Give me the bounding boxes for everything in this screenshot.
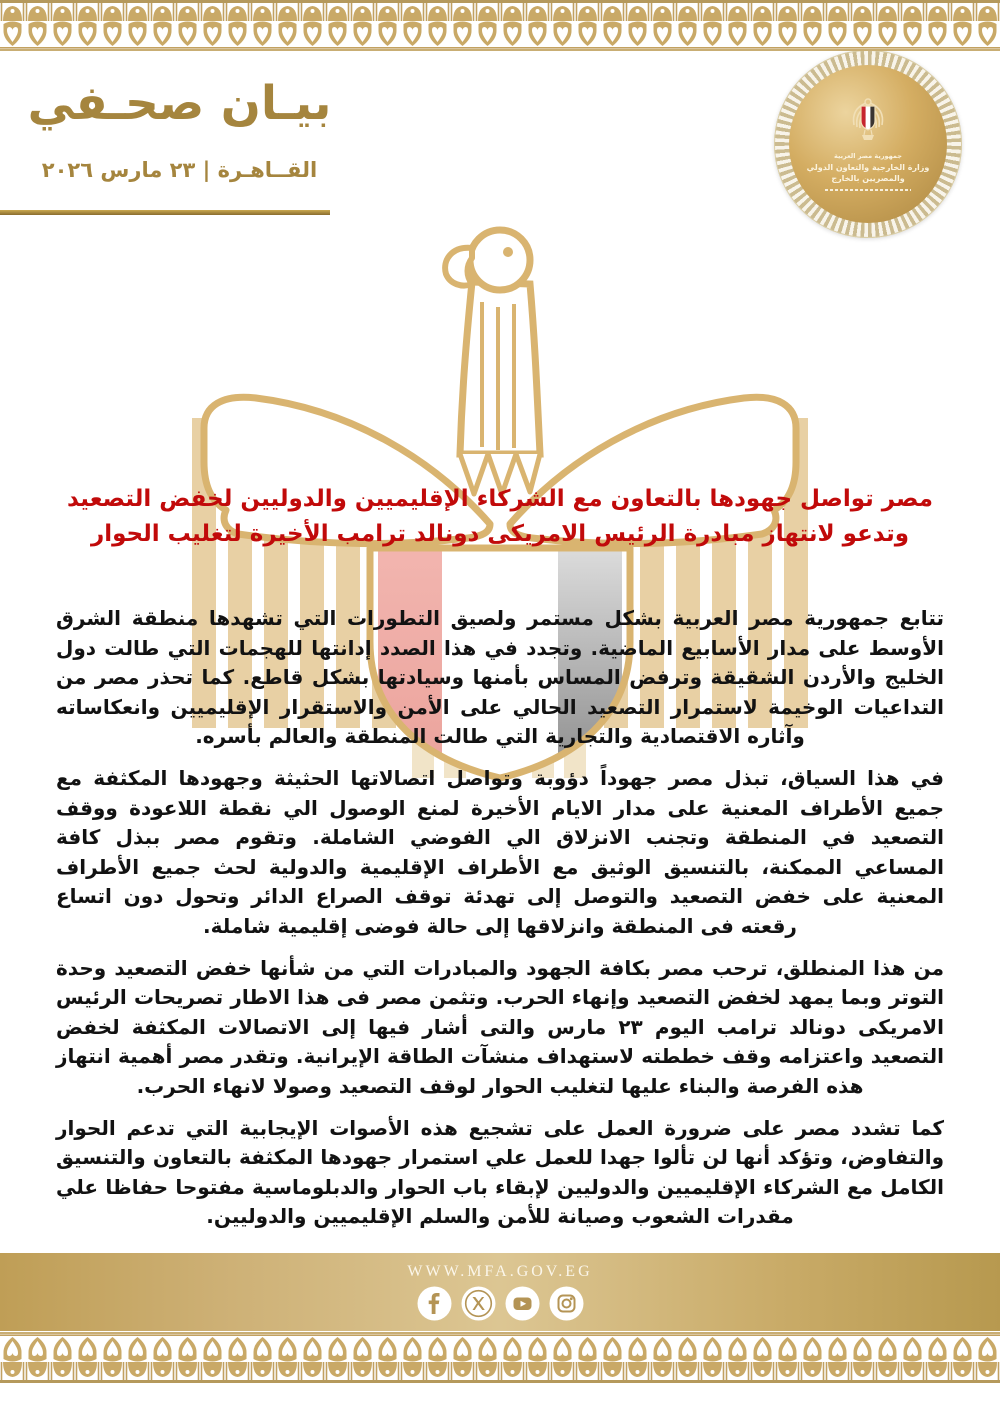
lotus-frieze-motif — [725, 3, 750, 49]
lotus-frieze-motif — [300, 1334, 325, 1380]
lotus-frieze-motif — [0, 3, 25, 49]
lotus-frieze-motif — [750, 3, 775, 49]
body-text — [56, 604, 944, 1244]
lotus-frieze-motif — [325, 1334, 350, 1380]
ornamental-border-top — [0, 0, 1000, 51]
lotus-frieze-motif — [350, 3, 375, 49]
lotus-frieze-motif — [100, 3, 125, 49]
lotus-frieze-motif — [25, 1334, 50, 1380]
ornamental-border-bottom — [0, 1332, 1000, 1383]
lotus-frieze-motif — [200, 3, 225, 49]
lotus-frieze-motif — [650, 3, 675, 49]
lotus-frieze-motif — [425, 1334, 450, 1380]
lotus-frieze-motif — [950, 1334, 975, 1380]
lotus-frieze-motif — [300, 3, 325, 49]
lotus-frieze-motif — [475, 1334, 500, 1380]
lotus-frieze-motif — [225, 1334, 250, 1380]
lotus-frieze-motif — [675, 1334, 700, 1380]
lotus-frieze-motif — [625, 1334, 650, 1380]
lotus-frieze-motif — [150, 1334, 175, 1380]
lotus-frieze-motif — [475, 3, 500, 49]
lotus-frieze-motif — [875, 1334, 900, 1380]
lotus-frieze-motif — [975, 3, 1000, 49]
lotus-frieze-motif — [700, 3, 725, 49]
seal-country-name: جمهورية مصر العربية — [834, 152, 902, 160]
body-paragraph-2: في هذا السياق، تبذل مصر جهوداً دؤوبة وتواصل اتصالاتها الحثيثة وجهودها المكثفة مع جميع الأطراف المعنية على مدار الايام الأخيرة لمنع الوصول الي نقطة اللاعودة ووقف التصعيد في المنطقة وتجنب الانزلاق الي الفوضي الشاملة. وتقوم مصر ببذل كافة المساعي الممكنة، بالتنسيق الوثيق مع الأطراف الإقليمية والدولية لحث جميع الأطراف المعنية على خفض التصعيد والتوصل إلى تهدئة توقف الصراع الدائر وتحول دون اتساع رقعته فى المنطقة وانزلاقها إلى حالة فوضى إقليمية شاملة. — [56, 765, 944, 938]
lotus-frieze-motif — [400, 3, 425, 49]
lotus-frieze-motif — [400, 1334, 425, 1380]
lotus-frieze-motif — [825, 3, 850, 49]
website-url[interactable]: WWW.MFA.GOV.EG — [407, 1263, 593, 1280]
headline: مصر تواصل جهودها بالتعاون مع الشركاء الإقليميين والدوليين لخفض التصعيد وتدعو لانتهاز مبادرة الرئيس الامريكى دونالد ترامب الأخيرة لتغليب الحوار — [67, 486, 933, 547]
ministry-seal — [774, 50, 962, 238]
lotus-frieze-motif — [725, 1334, 750, 1380]
lotus-frieze-motif — [700, 1334, 725, 1380]
lotus-frieze-motif — [425, 3, 450, 49]
lotus-frieze-motif — [875, 3, 900, 49]
body-paragraph-1: تتابع جمهورية مصر العربية بشكل مستمر ولصيق التطورات التي تشهدها منطقة الشرق الأوسط على مدار الأسابيع الماضية. وتجدد في هذا الصدد إدانتها للهجمات التي طالت دول الخليج والأردن الشقيقة وترفض المساس بأمنها وسيادتها بشكل قاطع. كما تحذر مصر من التداعيات الوخيمة لاستمرار التصعيد الحالي على الأمن والاستقرار الإقليميين وانعكاساته وآثاره الاقتصادية والتجارية التي طالت المنطقة والعالم بأسره. — [56, 606, 944, 749]
lotus-frieze-motif — [775, 1334, 800, 1380]
lotus-frieze-motif — [225, 3, 250, 49]
lotus-frieze-motif — [500, 1334, 525, 1380]
lotus-frieze-motif — [975, 1334, 1000, 1380]
lotus-frieze-motif — [900, 1334, 925, 1380]
body-paragraph-4: كما تشدد مصر على ضرورة العمل على تشجيع هذه الأصوات الإيجابية التي تدعم الحوار والتفاوض، وتؤكد أنها لن تألوا جهدا للعمل علي استمرار جهودها المكثفة بالتعاون والتنسيق الكامل مع الشركاء الإقليميين والدوليين لإبقاء باب الحوار والدبلوماسية مفتوحا حفاظا علي مقدرات الشعوب وصيانة للأمن والسلم الإقليميين والدوليين. — [56, 1115, 944, 1229]
lotus-frieze-motif — [75, 3, 100, 49]
lotus-frieze-motif — [900, 3, 925, 49]
lotus-frieze-motif — [325, 3, 350, 49]
lotus-frieze-motif — [750, 1334, 775, 1380]
dateline: القــاهـرة | ٢٣ مارس ٢٠٢٦ — [41, 157, 318, 182]
lotus-frieze-motif — [925, 1334, 950, 1380]
lotus-frieze-motif — [450, 1334, 475, 1380]
lotus-frieze-motif — [125, 1334, 150, 1380]
lotus-frieze-motif — [925, 3, 950, 49]
lotus-frieze-motif — [525, 1334, 550, 1380]
lotus-frieze-motif — [675, 3, 700, 49]
lotus-frieze-motif — [100, 1334, 125, 1380]
lotus-frieze-motif — [800, 1334, 825, 1380]
lotus-frieze-motif — [650, 1334, 675, 1380]
lotus-frieze-motif — [275, 1334, 300, 1380]
instagram-icon[interactable] — [549, 1286, 584, 1321]
lotus-frieze-motif — [950, 3, 975, 49]
lotus-frieze-motif — [850, 1334, 875, 1380]
ministry-seal-core — [789, 65, 947, 223]
facebook-icon[interactable] — [417, 1286, 452, 1321]
lotus-frieze-motif — [600, 3, 625, 49]
lotus-frieze-motif — [550, 3, 575, 49]
lotus-frieze-motif — [525, 3, 550, 49]
lotus-frieze-motif — [625, 3, 650, 49]
lotus-frieze-motif — [200, 1334, 225, 1380]
body-paragraph-3: من هذا المنطلق، ترحب مصر بكافة الجهود والمبادرات التي من شأنها خفض التصعيد وحدة التوتر وبما يمهد لخفض التصعيد وإنهاء الحرب. وتثمن مصر فى هذا الاطار تصريحات الرئيس الامريكى دونالد ترامب اليوم ٢٣ مارس والتى أشار فيها إلى الاتصالات المكثفة لخفض التصعيد واعتزامه وقف خططته لاستهداف منشآت الطاقة الإيرانية. وتقدر مصر أهمية انتهاز هذه الفرصة والبناء عليها لتغليب الحوار لوقف التصعيد وصولا لانهاء الحرب. — [56, 955, 944, 1098]
title-divider-rule — [0, 210, 330, 215]
lotus-frieze-motif — [375, 3, 400, 49]
lotus-frieze-motif — [175, 3, 200, 49]
lotus-frieze-motif — [600, 1334, 625, 1380]
lotus-frieze-motif — [175, 1334, 200, 1380]
lotus-frieze-motif — [850, 3, 875, 49]
lotus-frieze-motif — [350, 1334, 375, 1380]
lotus-frieze-motif — [375, 1334, 400, 1380]
lotus-frieze-motif — [825, 1334, 850, 1380]
lotus-frieze-motif — [75, 1334, 100, 1380]
lotus-frieze-motif — [150, 3, 175, 49]
lotus-frieze-motif — [50, 1334, 75, 1380]
seal-eagle-emblem-icon — [846, 97, 890, 147]
x-icon[interactable] — [461, 1286, 496, 1321]
lotus-frieze-motif — [775, 3, 800, 49]
lotus-frieze-motif — [50, 3, 75, 49]
lotus-frieze-motif — [0, 1334, 25, 1380]
lotus-frieze-motif — [575, 1334, 600, 1380]
header-title-block — [22, 78, 337, 182]
lotus-frieze-motif — [575, 3, 600, 49]
lotus-frieze-motif — [250, 3, 275, 49]
seal-micro-caption-line — [825, 189, 911, 191]
seal-ministry-name-line2: والمصريين بالخارج — [831, 174, 905, 183]
lotus-frieze-motif — [125, 3, 150, 49]
page-title: بيـان صحـفي — [27, 76, 332, 131]
lotus-frieze-motif — [500, 3, 525, 49]
footer-band — [0, 1253, 1000, 1331]
lotus-frieze-motif — [800, 3, 825, 49]
lotus-frieze-motif — [250, 1334, 275, 1380]
seal-ministry-name-line1: وزارة الخارجية والتعاون الدولي — [806, 163, 930, 172]
youtube-icon[interactable] — [505, 1286, 540, 1321]
lotus-frieze-motif — [275, 3, 300, 49]
lotus-frieze-motif — [450, 3, 475, 49]
lotus-frieze-motif — [550, 1334, 575, 1380]
lotus-frieze-motif — [25, 3, 50, 49]
social-icons-row — [417, 1286, 584, 1321]
